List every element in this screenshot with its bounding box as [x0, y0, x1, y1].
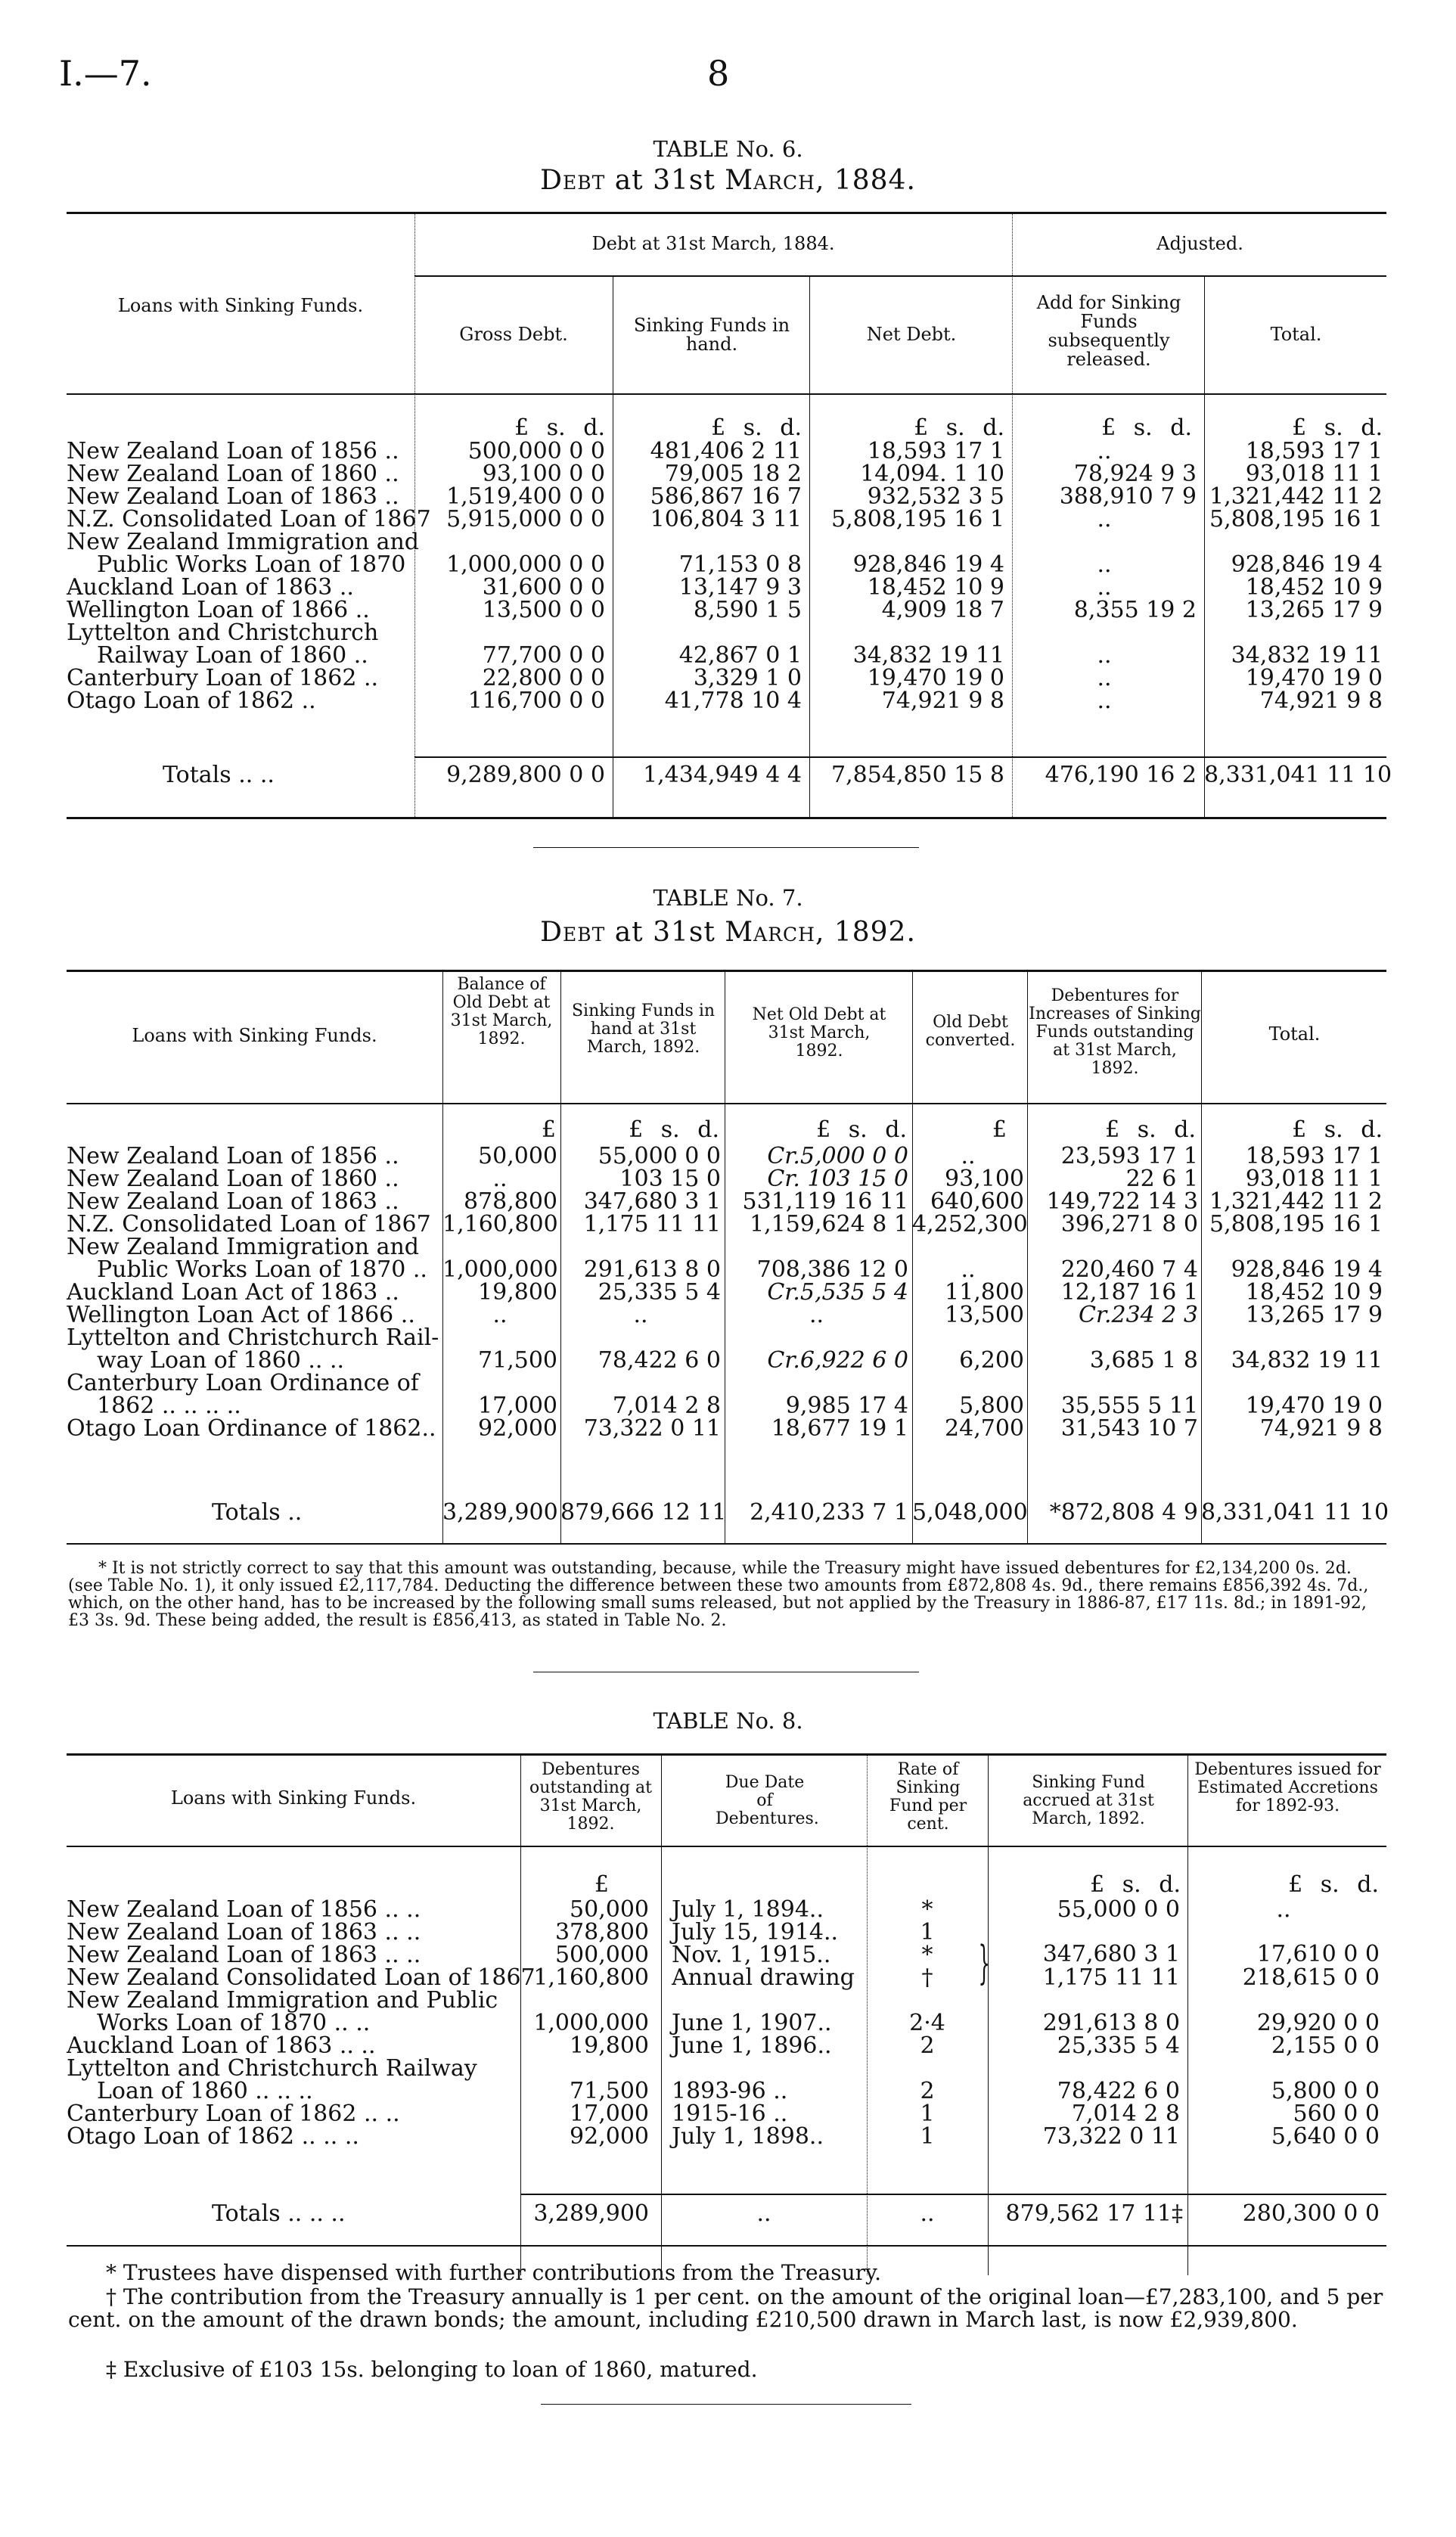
table7-cell-sink: 73,322 0 11	[583, 1415, 721, 1442]
table6-total-sinking: 1,434,949 4 4	[643, 762, 802, 788]
table8-cell-rate: 2	[920, 2078, 935, 2104]
table8-col-rate: Rate of Sinking Fund per cent.	[889, 1760, 967, 1834]
table7-cell-deb: Cr.234 2 3	[1078, 1302, 1198, 1328]
table7-col-balance: Balance of Old Debt at 31st March, 1892.	[450, 975, 553, 1048]
table8-total-rate: ..	[920, 2200, 935, 2227]
table6-cell-net: 34,832 19 11	[852, 642, 1004, 669]
table8-totals-label: Totals .. .. ..	[212, 2200, 346, 2227]
table7-total-total: 8,331,041 11 10	[1201, 1499, 1389, 1526]
table7-cell-total: 19,470 19 0	[1245, 1393, 1383, 1419]
table8-row-label: New Zealand Loan of 1863 .. ..	[67, 1942, 421, 1968]
table7-cell-deb: 12,187 16 1	[1060, 1279, 1198, 1306]
table8-col-sinking: Sinking Fund accrued at 31st March, 1892.	[1023, 1773, 1154, 1828]
table6-col-loans: Loans with Sinking Funds.	[117, 295, 364, 316]
table7-unit-balance: £	[541, 1116, 556, 1143]
table6-cell-gross: 1,000,000 0 0	[446, 551, 605, 578]
table7-row-label: Wellington Loan Act of 1866 ..	[67, 1302, 415, 1328]
table7-cell-conv: 640,600	[930, 1188, 1024, 1215]
table6-units-add: £ s. d.	[1101, 415, 1192, 441]
table7-cell-deb: 22 6 1	[1125, 1166, 1198, 1192]
table7-cell-total: 13,265 17 9	[1245, 1302, 1383, 1328]
table6-row-label: Wellington Loan of 1866 ..	[67, 597, 370, 623]
table6-cell-total: 18,452 10 9	[1245, 574, 1383, 601]
table6-cell-gross: 500,000 0 0	[467, 438, 605, 464]
table8-row-label: Otago Loan of 1862 .. .. ..	[67, 2123, 359, 2150]
table6-cell-gross: 77,700 0 0	[482, 642, 605, 669]
table7-row-label: New Zealand Loan of 1856 ..	[67, 1143, 399, 1169]
table8-cell-sinking: 78,422 6 0	[1057, 2078, 1180, 2104]
table7-cell-net: 531,119 16 11	[742, 1188, 908, 1215]
table7-cell-bal: 92,000	[478, 1415, 557, 1442]
table7-cell-net: Cr. 103 15 0	[767, 1166, 908, 1192]
table6-cell-add: ..	[1097, 688, 1112, 714]
table6-title: TABLE No. 6.	[653, 136, 803, 162]
table8-cell-estimated: ..	[1276, 1896, 1291, 1923]
table6-cell-gross: 1,519,400 0 0	[446, 483, 605, 510]
table6-cell-net: 74,921 9 8	[881, 688, 1004, 714]
table6-units-net: £ s. d.	[914, 415, 1004, 441]
table8-units-estimated: £ s. d.	[1288, 1871, 1379, 1898]
table8-merged-sinking: 347,680 3 1	[1042, 1941, 1180, 1967]
table7-cell-net: ..	[809, 1302, 824, 1328]
table7-cell-net: 18,677 19 1	[771, 1415, 908, 1442]
table8-merged-estimated: 17,610 0 0	[1256, 1941, 1380, 1967]
table7-cell-sink: 291,613 8 0	[583, 1256, 721, 1283]
table6-col-total: Total.	[1270, 324, 1322, 345]
table7-total-sinking: 879,666 12 11	[560, 1499, 727, 1526]
table7-units-sinking: £ s. d.	[629, 1116, 719, 1143]
table8-total-debentures: 3,289,900	[533, 2200, 649, 2227]
table7-cell-conv: 6,200	[959, 1347, 1024, 1374]
table7-cell-deb: 220,460 7 4	[1060, 1256, 1198, 1283]
table6-row-label: New Zealand Loan of 1856 ..	[67, 438, 399, 464]
table8-note-2: † The contribution from the Treasury annually is 1 per cent. on the amount of the original loan—£7,283,100, and 5 per cent. on the amount of the drawn bonds; the amount, including £210,500 drawn in March last, is now £2,939,800.	[68, 2284, 1383, 2332]
table7-cell-sink: 7,014 2 8	[612, 1393, 721, 1419]
table7-cell-deb: 23,593 17 1	[1060, 1143, 1198, 1169]
table7-cell-total: 74,921 9 8	[1259, 1415, 1383, 1442]
table7-subtitle: Debt at 31st March, 1892.	[540, 917, 916, 948]
table7-cell-conv: 5,800	[959, 1393, 1024, 1419]
table6-total-total: 8,331,041 11 10	[1204, 762, 1392, 788]
table7-row-label: N.Z. Consolidated Loan of 1867	[67, 1211, 431, 1237]
table6-cell-add: 78,924 9 3	[1073, 461, 1197, 487]
table6-row-label: Otago Loan of 1862 ..	[67, 688, 316, 714]
table7-col-net: Net Old Debt at 31st March, 1892.	[752, 1005, 886, 1060]
table6-group-adjusted: Adjusted.	[1156, 233, 1243, 254]
table6-cell-total: 1,321,442 11 2	[1209, 483, 1383, 510]
table8-cell-rate: 1	[920, 1919, 935, 1945]
table8-note-3: ‡ Exclusive of £103 15s. belonging to loan of 1860, matured.	[106, 2357, 758, 2382]
table7-unit-converted: £	[992, 1116, 1007, 1143]
table7-row-label: New Zealand Immigration and	[67, 1234, 419, 1260]
table6-cell-gross: 31,600 0 0	[482, 574, 605, 601]
table6-cell-total: 19,470 19 0	[1245, 665, 1383, 691]
table7-cell-deb: 396,271 8 0	[1060, 1211, 1198, 1237]
table8-cell-debentures: 500,000	[554, 1942, 649, 1968]
table6-units-total: £ s. d.	[1292, 415, 1383, 441]
table8-total-due: ..	[756, 2200, 771, 2227]
table7-cell-bal: 50,000	[478, 1143, 557, 1169]
table7-cell-sink: 103 15 0	[619, 1166, 721, 1192]
table7-row-label-cont: 1862 .. .. .. ..	[97, 1393, 241, 1419]
table6-group-debt: Debt at 31st March, 1884.	[591, 233, 835, 254]
table6-cell-total: 93,018 11 1	[1245, 461, 1383, 487]
table7-cell-net: 708,386 12 0	[756, 1256, 908, 1283]
table6-col-gross: Gross Debt.	[459, 324, 568, 345]
table7-total-balance: 3,289,900	[442, 1499, 558, 1526]
table6-row-label: Auckland Loan of 1863 ..	[67, 574, 354, 601]
table7-cell-deb: 3,685 1 8	[1089, 1347, 1198, 1374]
table6-row-label-cont: Railway Loan of 1860 ..	[97, 642, 368, 669]
table6-cell-gross: 116,700 0 0	[467, 688, 605, 714]
table8-cell-sinking: 25,335 5 4	[1057, 2032, 1180, 2059]
table6-cell-add: ..	[1097, 642, 1112, 669]
table8-cell-due: 1893-96 ..	[672, 2078, 788, 2104]
table8-cell-rate: 1	[920, 2123, 935, 2150]
table6-totals-label: Totals .. ..	[163, 762, 275, 788]
table8-cell-sinking: 1,175 11 11	[1042, 1964, 1180, 1991]
table7-col-debentures: Debentures for Increases of Sinking Funds outstanding at 31st March, 1892.	[1029, 986, 1201, 1078]
table6-row-label: N.Z. Consolidated Loan of 1867	[67, 506, 431, 533]
table8-cell-due: June 1, 1896..	[672, 2032, 832, 2059]
table8-note-1: * Trustees have dispensed with further contributions from the Treasury.	[106, 2260, 882, 2285]
table8-cell-rate: 1	[920, 2101, 935, 2127]
table6-cell-total: 5,808,195 16 1	[1209, 506, 1383, 533]
table6-cell-total: 74,921 9 8	[1259, 688, 1383, 714]
table8-cell-due: July 1, 1898..	[672, 2123, 824, 2150]
table7-cell-net: Cr.5,000 0 0	[767, 1143, 908, 1169]
table8-units-sinking: £ s. d.	[1090, 1871, 1181, 1898]
table7-cell-net: Cr.6,922 6 0	[767, 1347, 908, 1374]
table7-row-label: Otago Loan Ordinance of 1862..	[67, 1415, 436, 1442]
table7-cell-total: 18,593 17 1	[1245, 1143, 1383, 1169]
table8-cell-estimated: 5,800 0 0	[1271, 2078, 1380, 2104]
table7-cell-bal: 17,000	[478, 1393, 557, 1419]
table6-cell-sink: 481,406 2 11	[650, 438, 802, 464]
table6-cell-sink: 8,590 1 5	[693, 597, 802, 623]
table7-cell-total: 5,808,195 16 1	[1209, 1211, 1383, 1237]
table7-cell-bal: 878,800	[463, 1188, 557, 1215]
table7-row-label-cont: way Loan of 1860 .. ..	[97, 1347, 345, 1374]
table7-cell-sink: ..	[633, 1302, 648, 1328]
table6-total-gross: 9,289,800 0 0	[446, 762, 605, 788]
table7-footnote: * It is not strictly correct to say that this amount was outstanding, because, while the Treasury might have issued debentures for £2,134,200 0s. 2d. (see Table No. 1), it only issued £2,117,784. Deducting the difference between these two amounts from £872,808 4s. 9d., there remains £856,392 4s. 7d., which, on the other hand, has to be increased by the following small sums released, but not applied by the Treasury in 1886-87, £17 11s. 8d.; in 1891-92, £3 3s. 9d. These being added, the result is £856,413, as stated in Table No. 2.	[68, 1559, 1369, 1630]
table7-row-label: Canterbury Loan Ordinance of	[67, 1370, 419, 1396]
table7-cell-sink: 347,680 3 1	[583, 1188, 721, 1215]
table7-col-total: Total.	[1268, 1023, 1321, 1045]
table6-cell-add: ..	[1097, 551, 1112, 578]
table7-cell-sink: 78,422 6 0	[598, 1347, 721, 1374]
table6-cell-sink: 586,867 16 7	[650, 483, 802, 510]
table6-units-sinking: £ s. d.	[711, 415, 802, 441]
table7-cell-net: 9,985 17 4	[785, 1393, 908, 1419]
table7-total-debentures: *872,808 4 9	[1049, 1499, 1198, 1526]
table6-col-add: Add for Sinking Funds subsequently released.	[1036, 292, 1181, 370]
table8-cell-estimated: 2,155 0 0	[1271, 2032, 1380, 2059]
table8-cell-due: 1915-16 ..	[672, 2101, 788, 2127]
table6-cell-add: ..	[1097, 506, 1112, 533]
table8-cell-rate: *	[921, 1942, 933, 1968]
table8-col-estimated: Debentures issued for Estimated Accretions for 1892-93.	[1194, 1760, 1381, 1815]
table8-cell-rate: 2	[920, 2032, 935, 2059]
table7-cell-conv: ..	[961, 1256, 976, 1283]
table8-row-label: New Zealand Immigration and Public	[67, 1987, 498, 2014]
table8-cell-estimated: 218,615 0 0	[1242, 1964, 1380, 1991]
table7-cell-bal: 1,160,800	[442, 1211, 558, 1237]
table6-cell-gross: 13,500 0 0	[482, 597, 605, 623]
table8-cell-debentures: 19,800	[570, 2032, 649, 2059]
table8-title: TABLE No. 8.	[653, 1708, 803, 1734]
table7-row-label-cont: Public Works Loan of 1870 ..	[97, 1256, 427, 1283]
table7-cell-deb: 35,555 5 11	[1060, 1393, 1198, 1419]
table6-cell-net: 14,094. 1 10	[860, 461, 1004, 487]
table7-units-debentures: £ s. d.	[1105, 1116, 1196, 1143]
table6-row-label: New Zealand Loan of 1860 ..	[67, 461, 399, 487]
table8-col-loans: Loans with Sinking Funds.	[170, 1787, 417, 1809]
table7-cell-total: 18,452 10 9	[1245, 1279, 1383, 1306]
table6-total-net: 7,854,850 15 8	[830, 762, 1004, 788]
table7-cell-deb: 149,722 14 3	[1046, 1188, 1198, 1215]
table6-col-sinking: Sinking Funds in hand.	[633, 315, 790, 355]
table8-total-sinking: 879,562 17 11‡	[1005, 2200, 1183, 2227]
table7-cell-total: 928,846 19 4	[1231, 1256, 1383, 1283]
table8-cell-estimated: 560 0 0	[1293, 2101, 1380, 2127]
table6-cell-net: 932,532 3 5	[867, 483, 1004, 510]
table7-cell-conv: 13,500	[945, 1302, 1024, 1328]
table7-row-label: New Zealand Loan of 1860 ..	[67, 1166, 399, 1192]
table7-row-label: New Zealand Loan of 1863 ..	[67, 1188, 399, 1215]
table8-cell-estimated: 5,640 0 0	[1271, 2123, 1380, 2150]
table8-row-label-cont: Works Loan of 1870 .. ..	[97, 2010, 371, 2036]
table8-row-label: Lyttelton and Christchurch Railway	[67, 2055, 477, 2082]
table7-row-label: Auckland Loan Act of 1863 ..	[67, 1279, 399, 1306]
table6-cell-total: 18,593 17 1	[1245, 438, 1383, 464]
table8-cell-debentures: 1,160,800	[533, 1964, 649, 1991]
table7-cell-total: 34,832 19 11	[1231, 1347, 1383, 1374]
table6-cell-gross: 93,100 0 0	[482, 461, 605, 487]
table7-total-net: 2,410,233 7 1	[750, 1499, 908, 1526]
page-reference: I.—7.	[59, 53, 152, 94]
table7-cell-bal: ..	[492, 1302, 508, 1328]
table8-row-label: New Zealand Loan of 1863 .. ..	[67, 1919, 421, 1945]
table7-cell-conv: ..	[961, 1143, 976, 1169]
table7-col-sinking: Sinking Funds in hand at 31st March, 1892.	[571, 1001, 716, 1057]
table6-cell-sink: 3,329 1 0	[693, 665, 802, 691]
table6-cell-add: ..	[1097, 438, 1112, 464]
table6-row-label-cont: Public Works Loan of 1870	[97, 551, 406, 578]
table7-cell-net: 1,159,624 8 1	[750, 1211, 908, 1237]
table6-row-label: Lyttelton and Christchurch	[67, 620, 379, 646]
table6-cell-net: 928,846 19 4	[852, 551, 1004, 578]
table6-subtitle: Debt at 31st March, 1884.	[540, 165, 916, 196]
table6-cell-add: 388,910 7 9	[1059, 483, 1197, 510]
page-number: 8	[707, 53, 730, 94]
table8-cell-debentures: 17,000	[570, 2101, 649, 2127]
table8-row-label: Auckland Loan of 1863 .. ..	[67, 2032, 376, 2059]
table8-cell-rate: 2·4	[909, 2010, 945, 2036]
table8-cell-due: July 15, 1914..	[672, 1919, 839, 1945]
table6-cell-net: 19,470 19 0	[867, 665, 1004, 691]
table8-cell-estimated: 29,920 0 0	[1256, 2010, 1380, 2036]
table7-cell-bal: 1,000,000	[442, 1256, 558, 1283]
table8-row-label-cont: Loan of 1860 .. .. ..	[97, 2078, 313, 2104]
table7-cell-sink: 55,000 0 0	[598, 1143, 721, 1169]
table6-cell-gross: 22,800 0 0	[482, 665, 605, 691]
table8-cell-due: July 1, 1894..	[672, 1896, 824, 1923]
table6-cell-sink: 71,153 0 8	[678, 551, 802, 578]
table6-cell-net: 4,909 18 7	[881, 597, 1004, 623]
table8-row-label: Canterbury Loan of 1862 .. ..	[67, 2101, 400, 2127]
table8-col-due: Due Date of Debentures.	[716, 1773, 819, 1828]
table6-cell-sink: 41,778 10 4	[664, 688, 802, 714]
table6-cell-sink: 106,804 3 11	[650, 506, 802, 533]
table8-cell-due: Annual drawing	[672, 1964, 855, 1991]
table6-row-label: Canterbury Loan of 1862 ..	[67, 665, 379, 691]
table7-row-label: Lyttelton and Christchurch Rail-	[67, 1324, 439, 1351]
table8-cell-due: June 1, 1907..	[672, 2010, 832, 2036]
table8-cell-rate: †	[921, 1964, 933, 1991]
table6-row-label: New Zealand Immigration and	[67, 529, 419, 555]
table6-cell-gross: 5,915,000 0 0	[446, 506, 605, 533]
table6-cell-total: 13,265 17 9	[1245, 597, 1383, 623]
table6-cell-add: ..	[1097, 665, 1112, 691]
table7-cell-conv: 4,252,300	[912, 1211, 1028, 1237]
table8-cell-sinking: 73,322 0 11	[1042, 2123, 1180, 2150]
table6-cell-add: ..	[1097, 574, 1112, 601]
table6-cell-sink: 13,147 9 3	[678, 574, 802, 601]
table7-cell-total: 93,018 11 1	[1245, 1166, 1383, 1192]
table7-cell-sink: 1,175 11 11	[583, 1211, 721, 1237]
table6-total-add: 476,190 16 2	[1045, 762, 1197, 788]
table7-units-net: £ s. d.	[816, 1116, 907, 1143]
table8-total-estimated: 280,300 0 0	[1242, 2200, 1380, 2227]
table7-cell-total: 1,321,442 11 2	[1209, 1188, 1383, 1215]
table7-cell-bal: 19,800	[478, 1279, 557, 1306]
table8-cell-rate: *	[921, 1896, 933, 1923]
table6-col-net: Net Debt.	[866, 324, 957, 345]
table7-cell-net: Cr.5,535 5 4	[767, 1279, 908, 1306]
table6-row-label: New Zealand Loan of 1863 ..	[67, 483, 399, 510]
table8-unit-debentures: £	[594, 1871, 609, 1898]
table7-total-converted: 5,048,000	[912, 1499, 1028, 1526]
table6-cell-net: 18,593 17 1	[867, 438, 1004, 464]
table7-col-converted: Old Debt converted.	[925, 1013, 1016, 1050]
table7-cell-conv: 24,700	[945, 1415, 1024, 1442]
table6-cell-total: 34,832 19 11	[1231, 642, 1383, 669]
table7-cell-bal: 71,500	[478, 1347, 557, 1374]
table7-title: TABLE No. 7.	[653, 885, 803, 911]
table8-cell-debentures: 1,000,000	[533, 2010, 649, 2036]
table7-totals-label: Totals ..	[212, 1499, 303, 1526]
table8-row-label: New Zealand Loan of 1856 .. ..	[67, 1896, 421, 1923]
table8-row-label: New Zealand Consolidated Loan of 1867	[67, 1964, 536, 1991]
table7-cell-deb: 31,543 10 7	[1060, 1415, 1198, 1442]
table8-cell-debentures: 92,000	[570, 2123, 649, 2150]
table8-cell-due: Nov. 1, 1915..	[672, 1942, 831, 1968]
table7-cell-sink: 25,335 5 4	[598, 1279, 721, 1306]
table8-merge-brace: }	[978, 1936, 990, 1989]
table6-cell-total: 928,846 19 4	[1231, 551, 1383, 578]
table6-cell-net: 5,808,195 16 1	[830, 506, 1004, 533]
table7-cell-bal: ..	[492, 1166, 508, 1192]
table8-cell-debentures: 378,800	[554, 1919, 649, 1945]
table6-cell-net: 18,452 10 9	[867, 574, 1004, 601]
table7-units-total: £ s. d.	[1292, 1116, 1383, 1143]
table6-cell-sink: 42,867 0 1	[678, 642, 802, 669]
table8-cell-debentures: 71,500	[570, 2078, 649, 2104]
table8-cell-sinking: 291,613 8 0	[1042, 2010, 1180, 2036]
table6-cell-sink: 79,005 18 2	[664, 461, 802, 487]
table6-units-gross: £ s. d.	[514, 415, 605, 441]
table8-col-debentures: Debentures outstanding at 31st March, 1892.	[529, 1760, 652, 1834]
table7-cell-conv: 11,800	[945, 1279, 1024, 1306]
table7-cell-conv: 93,100	[945, 1166, 1024, 1192]
table7-col-loans: Loans with Sinking Funds.	[132, 1025, 377, 1046]
table8-cell-sinking: 7,014 2 8	[1071, 2101, 1180, 2127]
table8-cell-debentures: 50,000	[570, 1896, 649, 1923]
table6-cell-add: 8,355 19 2	[1073, 597, 1197, 623]
table8-cell-sinking: 55,000 0 0	[1057, 1896, 1180, 1923]
